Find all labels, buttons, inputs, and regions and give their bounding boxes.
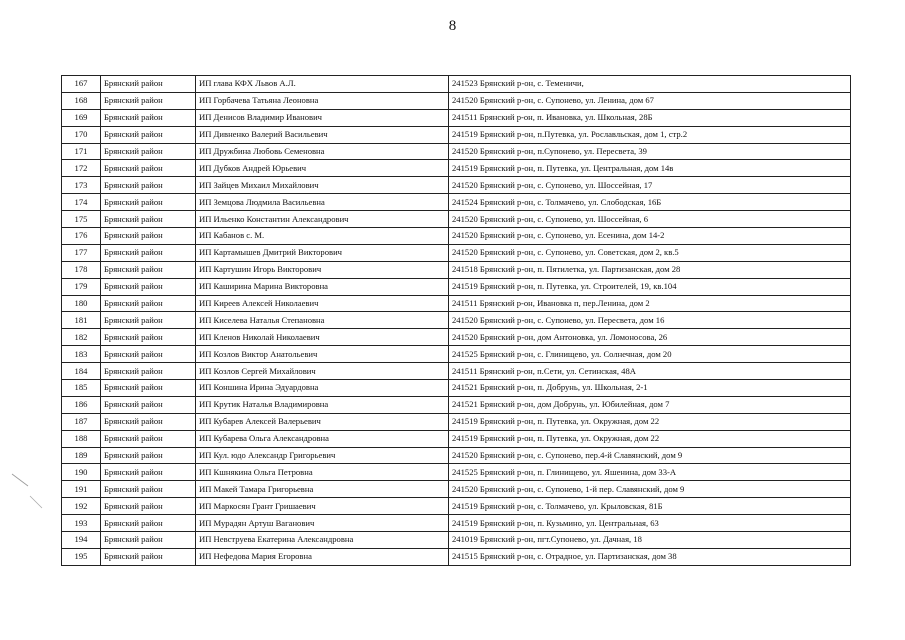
- address-cell: 241519 Брянский р-он, п. Путевка, ул. Строителей, 19, кв.104: [449, 278, 851, 295]
- table-row: [62, 278, 851, 295]
- table-row: [62, 548, 851, 565]
- district-cell: Брянский район: [101, 413, 196, 430]
- row-number: 188: [62, 430, 101, 447]
- table-row: [62, 126, 851, 143]
- table-row: [62, 532, 851, 549]
- district-cell: Брянский район: [101, 532, 196, 549]
- district-cell: Брянский район: [101, 261, 196, 278]
- entrepreneur-name-cell: ИП Кубарев Алексей Валерьевич: [196, 413, 449, 430]
- table-row: [62, 160, 851, 177]
- table-row: [62, 363, 851, 380]
- district-cell: Брянский район: [101, 228, 196, 245]
- table-row: [62, 312, 851, 329]
- address-cell: 241520 Брянский р-он, дом Антоновка, ул. Ломоносова, 26: [449, 329, 851, 346]
- table-row: [62, 261, 851, 278]
- address-cell: 241519 Брянский р-он, п. Путевка, ул. Окружная, дом 22: [449, 413, 851, 430]
- table-row: [62, 177, 851, 194]
- district-cell: Брянский район: [101, 515, 196, 532]
- row-number: 185: [62, 380, 101, 397]
- district-cell: Брянский район: [101, 447, 196, 464]
- entrepreneur-name-cell: ИП Кубарева Ольга Александровна: [196, 430, 449, 447]
- row-number: 167: [62, 76, 101, 93]
- district-cell: Брянский район: [101, 278, 196, 295]
- table-row: [62, 228, 851, 245]
- row-number: 186: [62, 396, 101, 413]
- district-cell: Брянский район: [101, 329, 196, 346]
- entrepreneur-name-cell: ИП Картамышев Дмитрий Викторович: [196, 244, 449, 261]
- scan-artifact-mark: [10, 472, 44, 512]
- address-cell: 241511 Брянский р-он, Ивановка п, пер.Ленина, дом 2: [449, 295, 851, 312]
- row-number: 193: [62, 515, 101, 532]
- district-cell: Брянский район: [101, 143, 196, 160]
- address-cell: 241523 Брянский р-он, с. Теменичи,: [449, 76, 851, 93]
- entrepreneur-name-cell: ИП Макей Тамара Григорьевна: [196, 481, 449, 498]
- table-row: [62, 329, 851, 346]
- address-cell: 241019 Брянский р-он, пгт.Супонево, ул. Дачная, 18: [449, 532, 851, 549]
- row-number: 173: [62, 177, 101, 194]
- district-cell: Брянский район: [101, 464, 196, 481]
- table-row: [62, 92, 851, 109]
- district-cell: Брянский район: [101, 92, 196, 109]
- address-cell: 241518 Брянский р-он, п. Пятилетка, ул. Партизанская, дом 28: [449, 261, 851, 278]
- district-cell: Брянский район: [101, 498, 196, 515]
- address-cell: 241520 Брянский р-он, с. Супонево, ул. Советская, дом 2, кв.5: [449, 244, 851, 261]
- entrepreneur-name-cell: ИП глава КФХ Львов А.Л.: [196, 76, 449, 93]
- row-number: 190: [62, 464, 101, 481]
- row-number: 169: [62, 109, 101, 126]
- district-cell: Брянский район: [101, 177, 196, 194]
- district-cell: Брянский район: [101, 126, 196, 143]
- row-number: 172: [62, 160, 101, 177]
- district-cell: Брянский район: [101, 548, 196, 565]
- row-number: 181: [62, 312, 101, 329]
- entrepreneur-name-cell: ИП Кул. юдо Александр Григорьевич: [196, 447, 449, 464]
- row-number: 171: [62, 143, 101, 160]
- entrepreneur-name-cell: ИП Денисов Владимир Иванович: [196, 109, 449, 126]
- row-number: 168: [62, 92, 101, 109]
- table-row: [62, 498, 851, 515]
- address-cell: 241525 Брянский р-он, с. Глинищево, ул. Солнечная, дом 20: [449, 346, 851, 363]
- entrepreneur-name-cell: ИП Мурадян Артуш Ваганович: [196, 515, 449, 532]
- address-cell: 241525 Брянский р-он, п. Глинищево, ул. Яшенина, дом 33-А: [449, 464, 851, 481]
- entrepreneur-name-cell: ИП Кшнякина Ольга Петровна: [196, 464, 449, 481]
- row-number: 182: [62, 329, 101, 346]
- district-cell: Брянский район: [101, 194, 196, 211]
- district-cell: Брянский район: [101, 312, 196, 329]
- address-cell: 241520 Брянский р-он, с. Супонево, ул. Ленина, дом 67: [449, 92, 851, 109]
- table-row: [62, 76, 851, 93]
- entrepreneur-name-cell: ИП Горбачева Татьяна Леоновна: [196, 92, 449, 109]
- district-cell: Брянский район: [101, 380, 196, 397]
- entrepreneur-name-cell: ИП Кабанов с. М.: [196, 228, 449, 245]
- row-number: 176: [62, 228, 101, 245]
- entrepreneur-name-cell: ИП Крутик Наталья Владимировна: [196, 396, 449, 413]
- table-row: [62, 430, 851, 447]
- district-cell: Брянский район: [101, 481, 196, 498]
- entrepreneur-name-cell: ИП Киселева Наталья Степановна: [196, 312, 449, 329]
- row-number: 177: [62, 244, 101, 261]
- district-cell: Брянский район: [101, 295, 196, 312]
- entrepreneur-name-cell: ИП Киреев Алексей Николаевич: [196, 295, 449, 312]
- row-number: 178: [62, 261, 101, 278]
- registry-table-body: [62, 76, 851, 566]
- address-cell: 241520 Брянский р-он, с. Супонево, ул. Шоссейная, 17: [449, 177, 851, 194]
- entrepreneur-name-cell: ИП Маркосян Грант Гришаевич: [196, 498, 449, 515]
- row-number: 192: [62, 498, 101, 515]
- address-cell: 241519 Брянский р-он, п.Путевка, ул. Рославльская, дом 1, стр.2: [449, 126, 851, 143]
- row-number: 194: [62, 532, 101, 549]
- district-cell: Брянский район: [101, 363, 196, 380]
- address-cell: 241521 Брянский р-он, дом Добрунь, ул. Юбилейная, дом 7: [449, 396, 851, 413]
- row-number: 189: [62, 447, 101, 464]
- district-cell: Брянский район: [101, 430, 196, 447]
- entrepreneur-name-cell: ИП Нефедова Мария Егоровна: [196, 548, 449, 565]
- address-cell: 241521 Брянский р-он, п. Добрунь, ул. Школьная, 2-1: [449, 380, 851, 397]
- entrepreneur-name-cell: ИП Коншина Ирина Эдуардовна: [196, 380, 449, 397]
- row-number: 179: [62, 278, 101, 295]
- address-cell: 241520 Брянский р-он, с. Супонево, ул. Шоссейная, 6: [449, 211, 851, 228]
- address-cell: 241519 Брянский р-он, п. Путевка, ул. Окружная, дом 22: [449, 430, 851, 447]
- table-row: [62, 346, 851, 363]
- entrepreneur-name-cell: ИП Невструева Екатерина Александровна: [196, 532, 449, 549]
- entrepreneur-name-cell: ИП Дубков Андрей Юрьевич: [196, 160, 449, 177]
- entrepreneur-name-cell: ИП Козлов Виктор Анатольевич: [196, 346, 449, 363]
- row-number: 175: [62, 211, 101, 228]
- address-cell: 241520 Брянский р-он, с. Супонево, пер.4-й Славянский, дом 9: [449, 447, 851, 464]
- address-cell: 241519 Брянский р-он, п. Кузьмино, ул. Центральная, 63: [449, 515, 851, 532]
- district-cell: Брянский район: [101, 244, 196, 261]
- table-row: [62, 481, 851, 498]
- entrepreneur-name-cell: ИП Картушин Игорь Викторович: [196, 261, 449, 278]
- table-row: [62, 109, 851, 126]
- table-row: [62, 295, 851, 312]
- address-cell: 241520 Брянский р-он, с. Супонево, 1-й пер. Славянский, дом 9: [449, 481, 851, 498]
- district-cell: Брянский район: [101, 160, 196, 177]
- address-cell: 241520 Брянский р-он, п.Супонево, ул. Пересвета, 39: [449, 143, 851, 160]
- address-cell: 241519 Брянский р-он, с. Толмачево, ул. Крыловская, 81Б: [449, 498, 851, 515]
- entrepreneur-name-cell: ИП Дружбина Любовь Семеновна: [196, 143, 449, 160]
- page-number: 8: [448, 18, 457, 34]
- row-number: 195: [62, 548, 101, 565]
- district-cell: Брянский район: [101, 76, 196, 93]
- table-row: [62, 515, 851, 532]
- table-row: [62, 244, 851, 261]
- address-cell: 241520 Брянский р-он, с. Супонево, ул. Есенина, дом 14-2: [449, 228, 851, 245]
- district-cell: Брянский район: [101, 396, 196, 413]
- entrepreneur-name-cell: ИП Каширина Марина Викторовна: [196, 278, 449, 295]
- district-cell: Брянский район: [101, 109, 196, 126]
- entrepreneur-name-cell: ИП Кленов Николай Николаевич: [196, 329, 449, 346]
- table-row: [62, 396, 851, 413]
- entrepreneur-name-cell: ИП Ильенко Константин Александрович: [196, 211, 449, 228]
- table-row: [62, 380, 851, 397]
- entrepreneur-name-cell: ИП Козлов Сергей Михайлович: [196, 363, 449, 380]
- address-cell: 241511 Брянский р-он, п.Сети, ул. Сетинская, 48А: [449, 363, 851, 380]
- address-cell: 241524 Брянский р-он, с. Толмачево, ул. Слободская, 16Б: [449, 194, 851, 211]
- row-number: 187: [62, 413, 101, 430]
- district-cell: Брянский район: [101, 211, 196, 228]
- table-row: [62, 413, 851, 430]
- address-cell: 241520 Брянский р-он, с. Супонево, ул. Пересвета, дом 16: [449, 312, 851, 329]
- row-number: 183: [62, 346, 101, 363]
- row-number: 180: [62, 295, 101, 312]
- table-row: [62, 447, 851, 464]
- row-number: 191: [62, 481, 101, 498]
- address-cell: 241511 Брянский р-он, п. Ивановка, ул. Школьная, 28Б: [449, 109, 851, 126]
- table-row: [62, 194, 851, 211]
- district-cell: Брянский район: [101, 346, 196, 363]
- entrepreneur-name-cell: ИП Земцова Людмила Васильевна: [196, 194, 449, 211]
- table-row: [62, 143, 851, 160]
- row-number: 184: [62, 363, 101, 380]
- address-cell: 241519 Брянский р-он, п. Путевка, ул. Центральная, дом 14в: [449, 160, 851, 177]
- entrepreneur-name-cell: ИП Дивненко Валерий Васильевич: [196, 126, 449, 143]
- registry-table: [61, 75, 851, 566]
- entrepreneur-name-cell: ИП Зайцев Михаил Михайлович: [196, 177, 449, 194]
- row-number: 170: [62, 126, 101, 143]
- table-row: [62, 464, 851, 481]
- table-row: [62, 211, 851, 228]
- address-cell: 241515 Брянский р-он, с. Отрадное, ул. Партизанская, дом 38: [449, 548, 851, 565]
- row-number: 174: [62, 194, 101, 211]
